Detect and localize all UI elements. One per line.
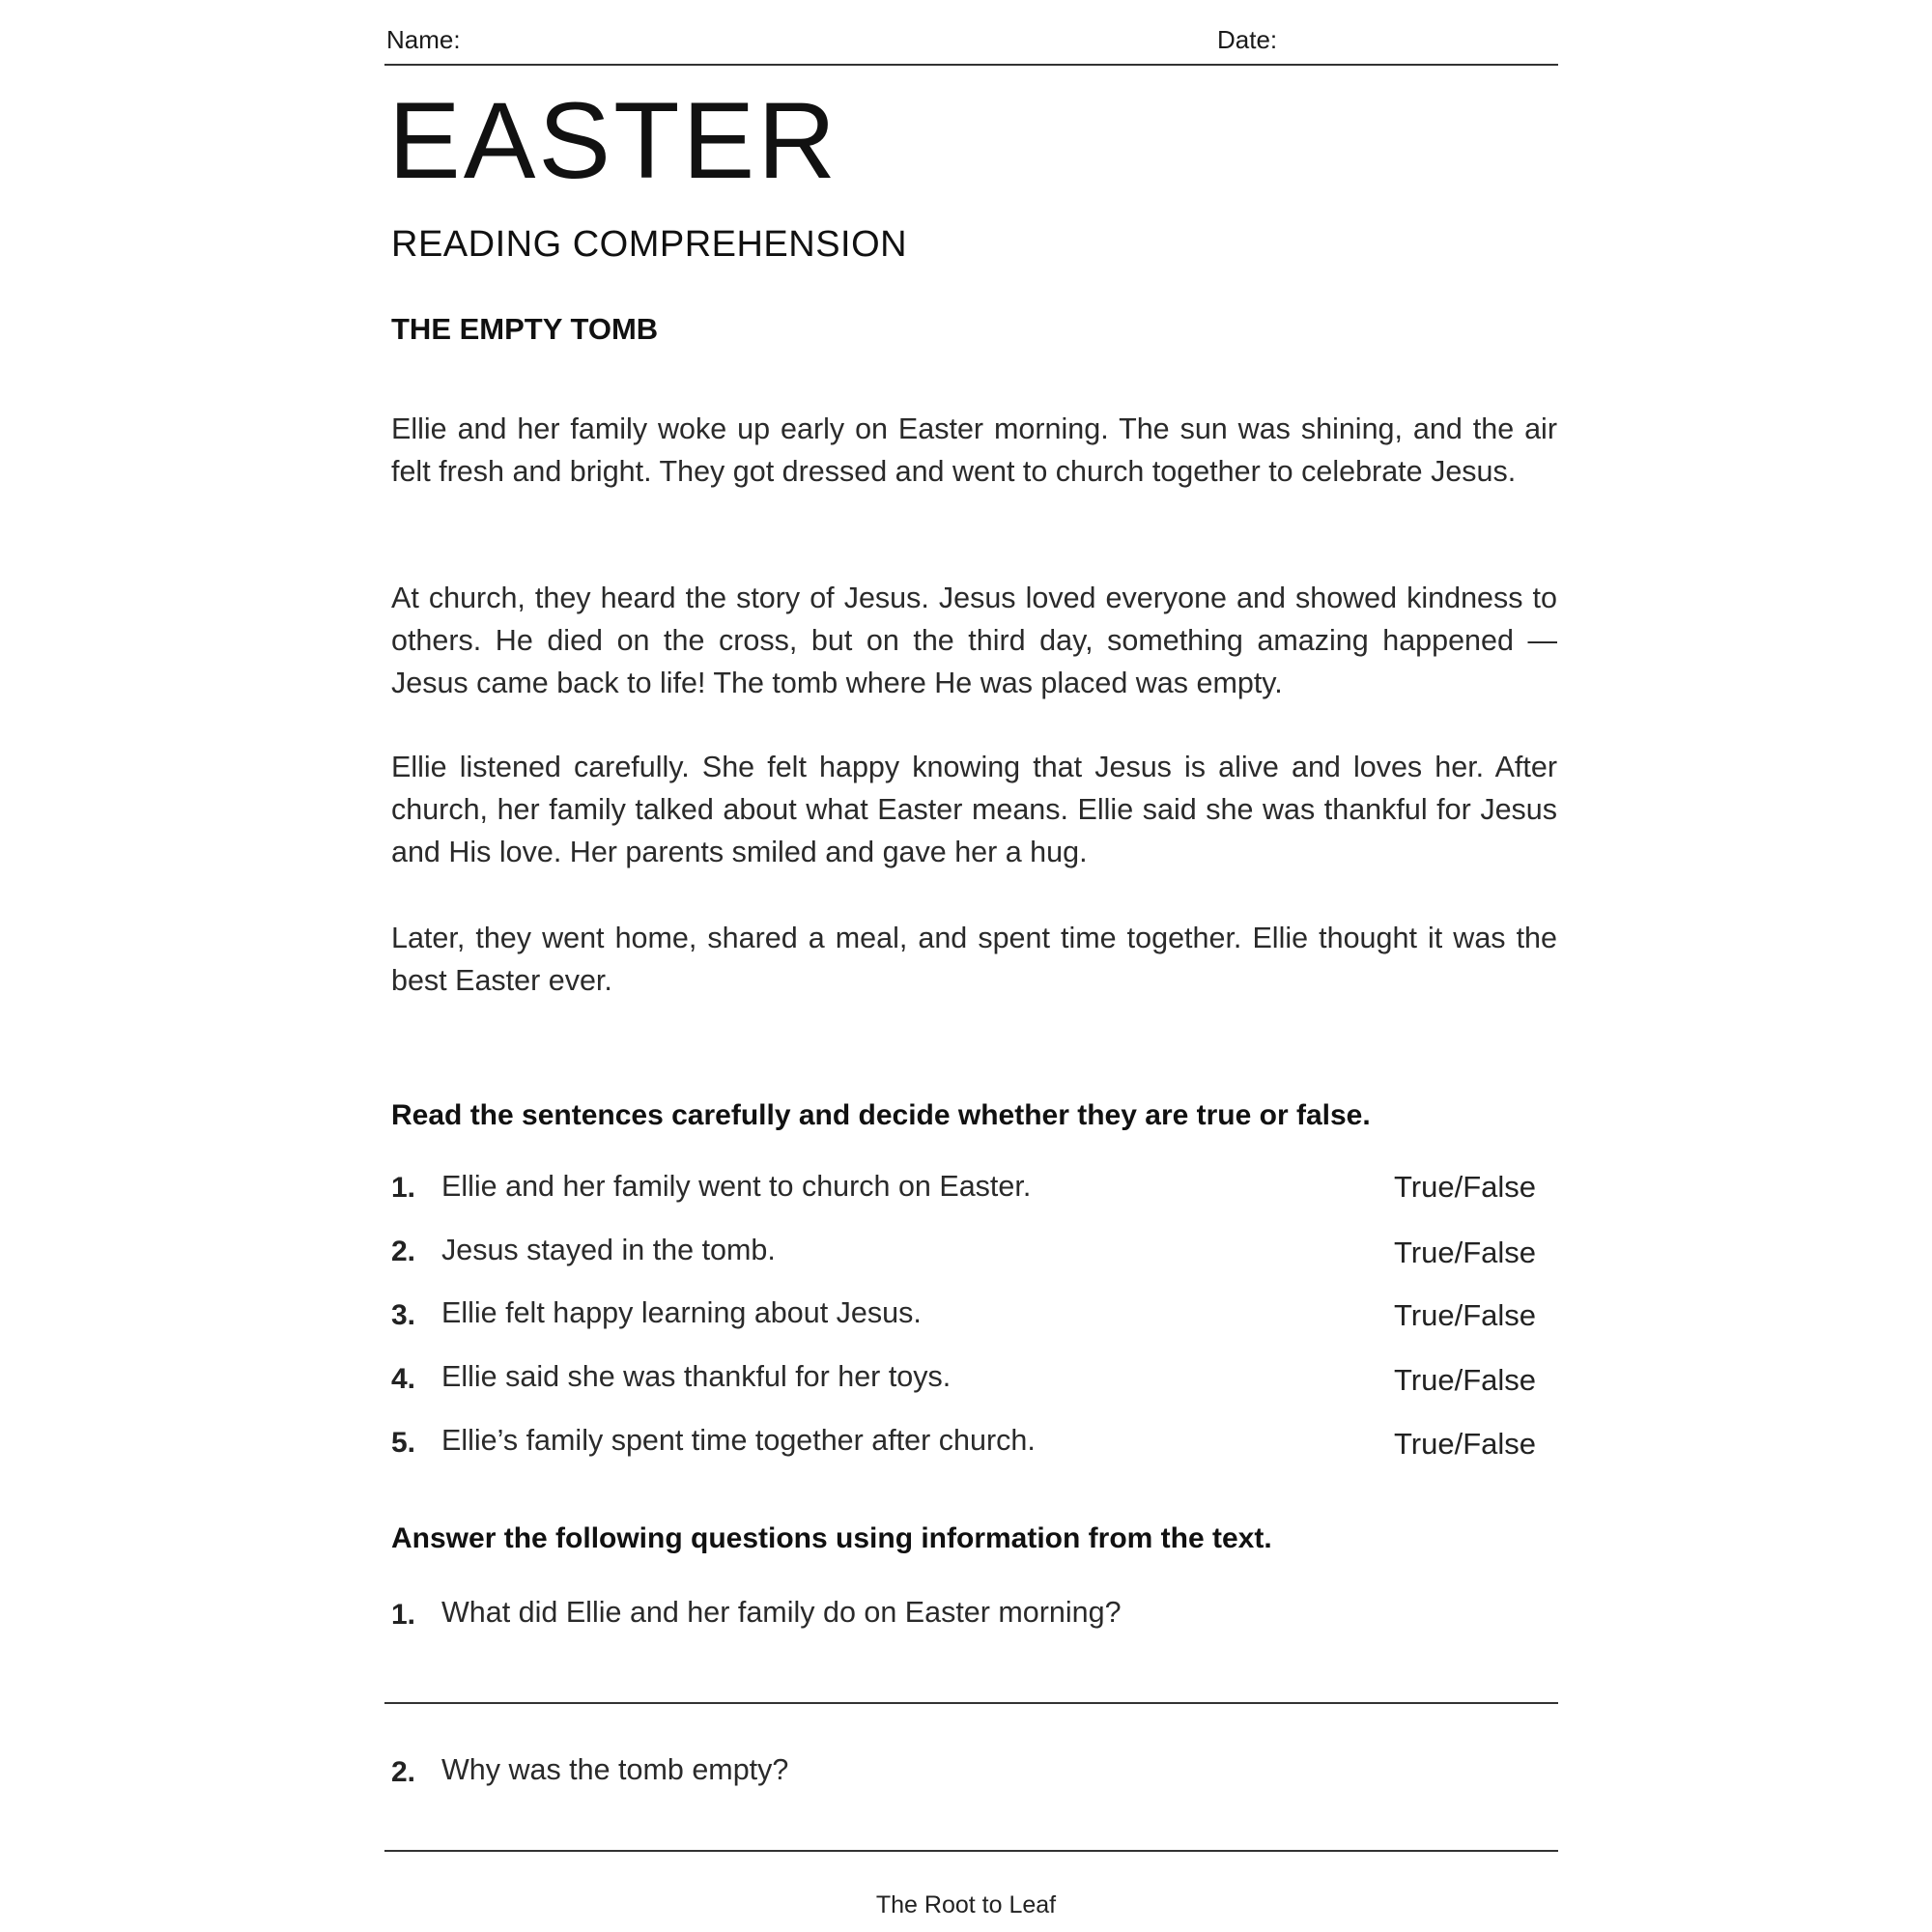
answer-line[interactable] [384, 1702, 1558, 1704]
page-subtitle: READING COMPREHENSION [391, 224, 908, 265]
question-text: Why was the tomb empty? [441, 1753, 789, 1786]
tf-number: 5. [391, 1427, 416, 1459]
tf-number: 1. [391, 1172, 416, 1204]
true-false-instruction: Read the sentences carefully and decide whether they are true or false. [391, 1099, 1371, 1131]
tf-statement: Ellie and her family went to church on Easter. [441, 1170, 1032, 1203]
question-number: 2. [391, 1756, 416, 1788]
footer-credit: The Root to Leaf [875, 1891, 1057, 1918]
tf-number: 4. [391, 1363, 416, 1395]
answer-line[interactable] [384, 1850, 1558, 1852]
tf-statement: Ellie felt happy learning about Jesus. [441, 1296, 922, 1329]
name-label: Name: [386, 25, 461, 54]
tf-statement: Ellie said she was thankful for her toys. [441, 1360, 952, 1393]
story-paragraph-2: At church, they heard the story of Jesus. Jesus loved everyone and showed kindness to others. He died on the cross, but on the third day, something amazing happened — Jesus came back to life! The tomb where He was placed was empty. [391, 582, 1557, 699]
question-number: 1. [391, 1599, 416, 1631]
tf-answer-option[interactable]: True/False [1394, 1298, 1537, 1332]
story-paragraph-3: Ellie listened carefully. She felt happy knowing that Jesus is alive and loves her. After church, her family talked about what Easter means. Ellie said she was thankful for Jesus and His love. Her parents smiled and gave her a hug. [391, 751, 1557, 868]
tf-answer-option[interactable]: True/False [1394, 1427, 1537, 1461]
tf-statement: Ellie’s family spent time together after church. [441, 1424, 1036, 1457]
tf-answer-option[interactable]: True/False [1394, 1236, 1537, 1269]
tf-statement: Jesus stayed in the tomb. [441, 1234, 776, 1266]
story-paragraph-4: Later, they went home, shared a meal, and spent time together. Ellie thought it was the best Easter ever. [391, 922, 1557, 997]
questions-instruction: Answer the following questions using information from the text. [391, 1522, 1272, 1554]
header-rule [384, 64, 1558, 66]
tf-answer-option[interactable]: True/False [1394, 1363, 1537, 1397]
tf-answer-option[interactable]: True/False [1394, 1170, 1537, 1204]
story-title: THE EMPTY TOMB [391, 312, 659, 346]
page-title: EASTER [388, 80, 839, 201]
tf-number: 3. [391, 1299, 416, 1331]
question-text: What did Ellie and her family do on Easter morning? [441, 1596, 1122, 1629]
date-label: Date: [1217, 25, 1278, 54]
tf-number: 2. [391, 1236, 416, 1267]
story-paragraph-1: Ellie and her family woke up early on Easter morning. The sun was shining, and the air felt fresh and bright. They got dressed and went to church together to celebrate Jesus. [391, 412, 1557, 488]
